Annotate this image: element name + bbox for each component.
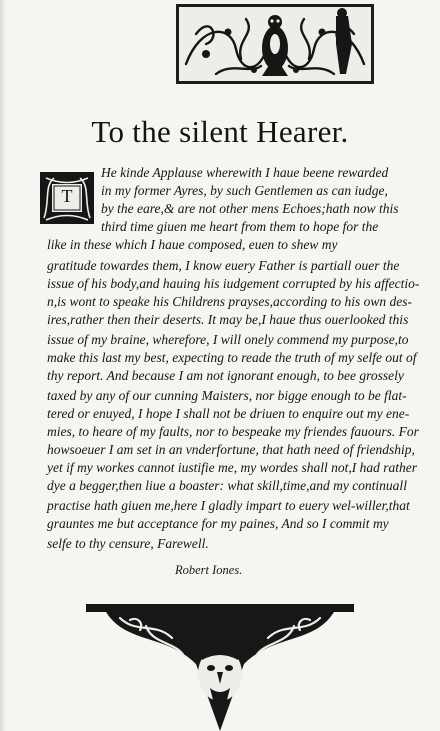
body-line: grauntes me but acceptance for my paines, And so I commit my	[47, 516, 389, 531]
body-line: taxed by any of our cunning Maisters, nor bigge enough to be flat-	[47, 388, 407, 403]
body-line: issue of my braine, wherefore, I will onely commend my purpose,to	[47, 332, 409, 347]
page-title: To the silent Hearer.	[91, 114, 349, 149]
body-line: ires,rather then their deserts. It may be,I haue thus ouerlooked this	[47, 312, 409, 327]
body-line: in my former Ayres, by such Gentlemen as can iudge,	[101, 183, 388, 198]
body-line: howsoeuer I am set in an vnderfortune, that hath need of friendship,	[47, 442, 415, 457]
body-line: tered or enuyed, I hope I shall not be driuen to enquire out my ene-	[47, 406, 410, 421]
floral-headpiece-ornament-icon	[176, 4, 374, 84]
body-line: mies, to heare of my faults, nor to bespeake my friendes fauours. For	[47, 424, 419, 439]
body-line: like in these which I haue composed, euen to shew my	[47, 237, 338, 252]
page-gutter-shadow	[0, 0, 6, 731]
body-line: gratitude towardes them, I know euery Father is partiall ouer the	[47, 258, 400, 273]
body-line: make this last my best, expecting to reade the truth of my selfe out of	[47, 350, 417, 365]
signature: Robert Iones.	[175, 563, 243, 577]
body-line: issue of his body,and hauing his iudgement corrupted by his affectio-	[47, 276, 420, 291]
body-line: practise hath giuen me,here I gladly impart to euery wel-willer,that	[47, 498, 410, 513]
mask-tailpiece-ornament-icon	[86, 604, 354, 731]
body-line: He kinde Applause wherewith I haue beene rewarded	[101, 165, 389, 180]
body-line: n,is wont to speake his Childrens prayses,according to his own des-	[47, 294, 412, 309]
drop-cap-letter: T	[61, 186, 73, 206]
body-line: yet if my workes cannot iustifie me, my wordes shall not,I had rather	[47, 460, 417, 475]
body-line: third time giuen me heart from them to hope for the	[101, 219, 379, 234]
body-line: selfe to thy censure, Farewell.	[47, 536, 209, 551]
body-line: dye a begger,then liue a boaster: what skill,time,and my continuall	[47, 478, 407, 493]
body-line: by the eare,& are not other mens Echoes;hath now this	[101, 201, 399, 216]
body-line: thy report. And because I am not ignorant enough, to bee grossely	[47, 368, 404, 383]
